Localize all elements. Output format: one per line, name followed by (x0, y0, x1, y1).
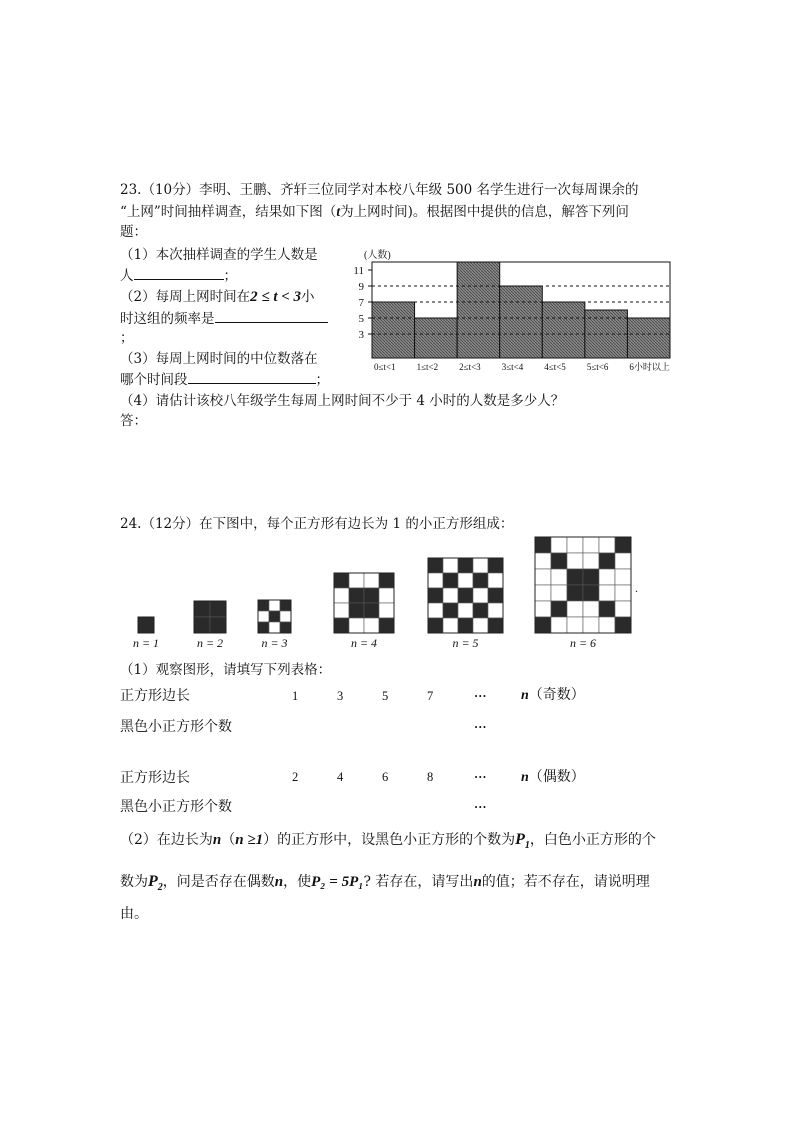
grid-cell (210, 617, 226, 633)
grid-cell (567, 537, 583, 553)
y-tick-label: 3 (358, 329, 364, 341)
grid-cell (280, 600, 291, 611)
grid-cell (488, 558, 503, 573)
q23-part1-blank-line (120, 265, 237, 286)
grid-cell (364, 588, 379, 603)
x-tick-label: 0≤t<1 (374, 362, 396, 372)
table-odd-black-label: 黑色小正方形个数 (120, 719, 232, 735)
q24-p2-e: ，使 (283, 874, 312, 890)
q23-part3-line1: （3）每周上网时间的中位数落在 (120, 351, 318, 367)
grid-cell (473, 573, 488, 588)
grid-cell (349, 618, 364, 633)
grid-cell (551, 537, 567, 553)
grid-cell (599, 617, 615, 633)
q23-part3-line2 (120, 369, 329, 390)
grid-cell (615, 537, 631, 553)
q23-part3-b: 哪个时间段 (120, 372, 188, 388)
grid-cell (535, 553, 551, 569)
q24-p2-c: 数为 (120, 874, 148, 890)
grid-cell (458, 603, 473, 618)
grid-cell (615, 585, 631, 601)
q23-part2-a: （2）每周上网时间在 (120, 289, 251, 305)
grid-cell (583, 537, 599, 553)
y-tick-label: 7 (358, 297, 364, 309)
var-P1: P (515, 831, 525, 848)
grid-cell (443, 558, 458, 573)
grid-cell (138, 617, 154, 633)
table-odd-n (521, 684, 585, 704)
bar-4≤t<5 (542, 302, 585, 358)
grid-cell (379, 603, 394, 618)
answer-blank-1[interactable] (134, 265, 224, 280)
grid-cell (567, 569, 583, 585)
x-tick-label: 1≤t<2 (416, 362, 439, 372)
var-n: n (473, 874, 482, 890)
grid-cell (535, 601, 551, 617)
grid-cell (535, 537, 551, 553)
figure-label: n = 6 (569, 636, 597, 650)
grid-cell (615, 569, 631, 585)
grid-cell (473, 603, 488, 618)
figure-label: n = 2 (196, 636, 224, 650)
var-P1-sub: 1 (524, 839, 530, 851)
grid-cell (379, 618, 394, 633)
q24-part2-line2 (120, 872, 650, 898)
bar-2≤t<3 (457, 262, 500, 358)
bar-6小时以上 (627, 318, 670, 358)
q24-p2-a: （2）在边长为 (120, 832, 213, 848)
bar-3≤t<4 (500, 286, 543, 358)
table-even-ellipsis: … (474, 767, 487, 781)
table-even-black-ellipsis: … (474, 797, 487, 811)
q24-part1: （1）观察图形，请填写下列表格： (120, 662, 332, 678)
grid-cell (599, 601, 615, 617)
y-tick-label: 5 (358, 313, 364, 325)
grid-cell (364, 618, 379, 633)
q24-p2-paren-b: ）的正方形中，设黑色小正方形的个数为 (263, 832, 516, 848)
grid-cell (599, 585, 615, 601)
grid-cell (488, 573, 503, 588)
y-tick-label: 9 (358, 281, 364, 293)
grid-cell (599, 569, 615, 585)
table-even-n (521, 766, 585, 786)
grid-cell (488, 618, 503, 633)
figure-label: n = 5 (452, 636, 479, 650)
var-t: t (336, 204, 341, 219)
grid-cell (458, 558, 473, 573)
var-n: n (521, 770, 529, 785)
grid-cell (551, 585, 567, 601)
grid-cell (535, 585, 551, 601)
grid-cell (269, 622, 280, 633)
q24-p2-d: ，问是否存在偶数 (162, 874, 275, 890)
grid-cell (334, 573, 349, 588)
x-tick-label: 3≤t<4 (501, 362, 524, 372)
table-odd-note: （奇数） (528, 687, 585, 703)
grid-cell (428, 603, 443, 618)
grid-cell (567, 585, 583, 601)
grid-cell (334, 588, 349, 603)
y-tick-label: 11 (353, 265, 364, 277)
grid-cell (473, 588, 488, 603)
grid-cell (349, 588, 364, 603)
grid-cell (349, 603, 364, 618)
bar-1≤t<2 (415, 318, 458, 358)
histogram-chart (340, 246, 685, 374)
grid-cell (458, 618, 473, 633)
grid-cell (615, 601, 631, 617)
grid-cell (194, 617, 210, 633)
q23-part2-line1 (120, 287, 315, 307)
grid-cell (583, 601, 599, 617)
q23-part2-b: 小 (301, 289, 315, 305)
q23-line3: 题： (120, 224, 147, 240)
grid-cell (428, 558, 443, 573)
grid-cell (269, 611, 280, 622)
grid-cell (269, 600, 280, 611)
grid-cell (458, 573, 473, 588)
grid-cell (535, 617, 551, 633)
grid-cell (551, 569, 567, 585)
answer-blank-2[interactable] (215, 308, 328, 323)
q24-p2-paren-a: （ (221, 832, 236, 848)
grid-cell (210, 601, 226, 617)
grid-cell (599, 537, 615, 553)
q23-answer: 答： (120, 413, 147, 429)
table-odd-ellipsis: … (474, 686, 487, 700)
q23-part4: （4）请估计该校八年级学生每周上网时间不少于 4 小时的人数是多少人？ (120, 393, 565, 409)
grid-cell (583, 585, 599, 601)
table-odd-value: 7 (427, 689, 434, 703)
square-figures (120, 530, 650, 655)
x-tick-label: 6小时以上 (629, 362, 670, 372)
grid-cell (443, 588, 458, 603)
grid-cell (428, 573, 443, 588)
q24-part2-line1 (120, 830, 656, 856)
grid-cell (443, 618, 458, 633)
q24-intro: 24.（12分）在下图中，每个正方形有边长为 1 的小正方形组成： (120, 516, 514, 532)
x-tick-label: 4≤t<5 (544, 362, 566, 372)
q24-p2-b: ，白色小正方形的个 (529, 832, 656, 848)
grid-cell (583, 553, 599, 569)
table-even-value: 4 (337, 770, 344, 784)
q23-part2-line2 (120, 308, 328, 329)
figure-label: n = 3 (261, 636, 288, 650)
var-n: n (274, 874, 284, 890)
grid-cell (567, 553, 583, 569)
q23-part2-c: 时这组的频率是 (120, 311, 215, 327)
grid-cell (280, 611, 291, 622)
grid-cell (567, 617, 583, 633)
q24-p2-f: ? 若存在，请写出 (363, 874, 474, 890)
grid-cell (258, 622, 269, 633)
grid-cell (258, 611, 269, 622)
equation-p2-5p1: P₂ = 5P₁ (311, 874, 364, 890)
q23-part2-end: ； (120, 330, 134, 346)
grid-cell (551, 553, 567, 569)
var-n: n (521, 688, 529, 703)
table-odd-value: 3 (337, 689, 344, 703)
figure-period: . (635, 581, 638, 595)
bar-0≤t<1 (372, 302, 415, 358)
table-odd-black-ellipsis: … (474, 717, 487, 731)
y-axis-label: (人数) (364, 250, 391, 261)
x-tick-label: 5≤t<6 (586, 362, 609, 372)
table-even-value: 2 (292, 770, 299, 784)
grid-cell (551, 601, 567, 617)
table-even-side-label: 正方形边长 (120, 770, 190, 786)
q23-line2-b: 为上网时间)。根据图中提供的信息，解答下列问 (340, 204, 629, 220)
q24-part2-line3: 由。 (120, 906, 148, 922)
grid-cell (583, 569, 599, 585)
x-tick-label: 2≤t<3 (459, 362, 481, 372)
grid-cell (443, 573, 458, 588)
grid-cell (615, 553, 631, 569)
grid-cell (443, 603, 458, 618)
var-P2-sub: 2 (157, 881, 163, 893)
table-odd-value: 5 (382, 689, 389, 703)
table-even-black-label: 黑色小正方形个数 (120, 799, 232, 815)
grid-cell (535, 569, 551, 585)
grid-cell (473, 618, 488, 633)
grid-cell (567, 601, 583, 617)
grid-cell (473, 558, 488, 573)
grid-cell (194, 601, 210, 617)
answer-blank-3[interactable] (188, 369, 316, 384)
q23-part3-end: ； (315, 372, 329, 388)
n-condition: n ≥1 (235, 832, 264, 848)
grid-cell (280, 622, 291, 633)
grid-cell (349, 573, 364, 588)
grid-cell (379, 588, 394, 603)
var-P2: P (148, 873, 158, 890)
q24-p2-g: 的值；若不存在，请说明理 (481, 874, 650, 890)
table-even-value: 6 (382, 770, 389, 784)
table-odd-value: 1 (292, 689, 299, 703)
q23-part1-end: ； (223, 268, 237, 284)
grid-cell (551, 617, 567, 633)
q23-part1-unit: 人 (120, 268, 134, 284)
grid-cell (428, 618, 443, 633)
figure-label: n = 1 (132, 636, 160, 650)
grid-cell (334, 603, 349, 618)
grid-cell (364, 573, 379, 588)
q23-part1-text: （1）本次抽样调查的学生人数是 (120, 247, 318, 263)
var-n: n (212, 832, 222, 848)
grid-cell (488, 588, 503, 603)
grid-cell (488, 603, 503, 618)
grid-cell (334, 618, 349, 633)
table-even-value: 8 (427, 770, 434, 784)
table-even-note: （偶数） (528, 769, 585, 785)
q23-line2 (120, 202, 629, 222)
grid-cell (599, 553, 615, 569)
figure-label: n = 4 (350, 636, 378, 650)
q23-line2-a: “上网”时间抽样调查，结果如下图（ (120, 204, 337, 220)
grid-cell (258, 600, 269, 611)
table-odd-side-label: 正方形边长 (120, 688, 190, 704)
inequality-expression: 2 ≤ t < 3 (250, 289, 302, 305)
grid-cell (583, 617, 599, 633)
grid-cell (364, 603, 379, 618)
q23-line1: 23.（10分）李明、王鹏、齐轩三位同学对本校八年级 500 名学生进行一次每周课余的 (120, 182, 639, 198)
grid-cell (615, 617, 631, 633)
grid-cell (428, 588, 443, 603)
grid-cell (458, 588, 473, 603)
grid-cell (379, 573, 394, 588)
